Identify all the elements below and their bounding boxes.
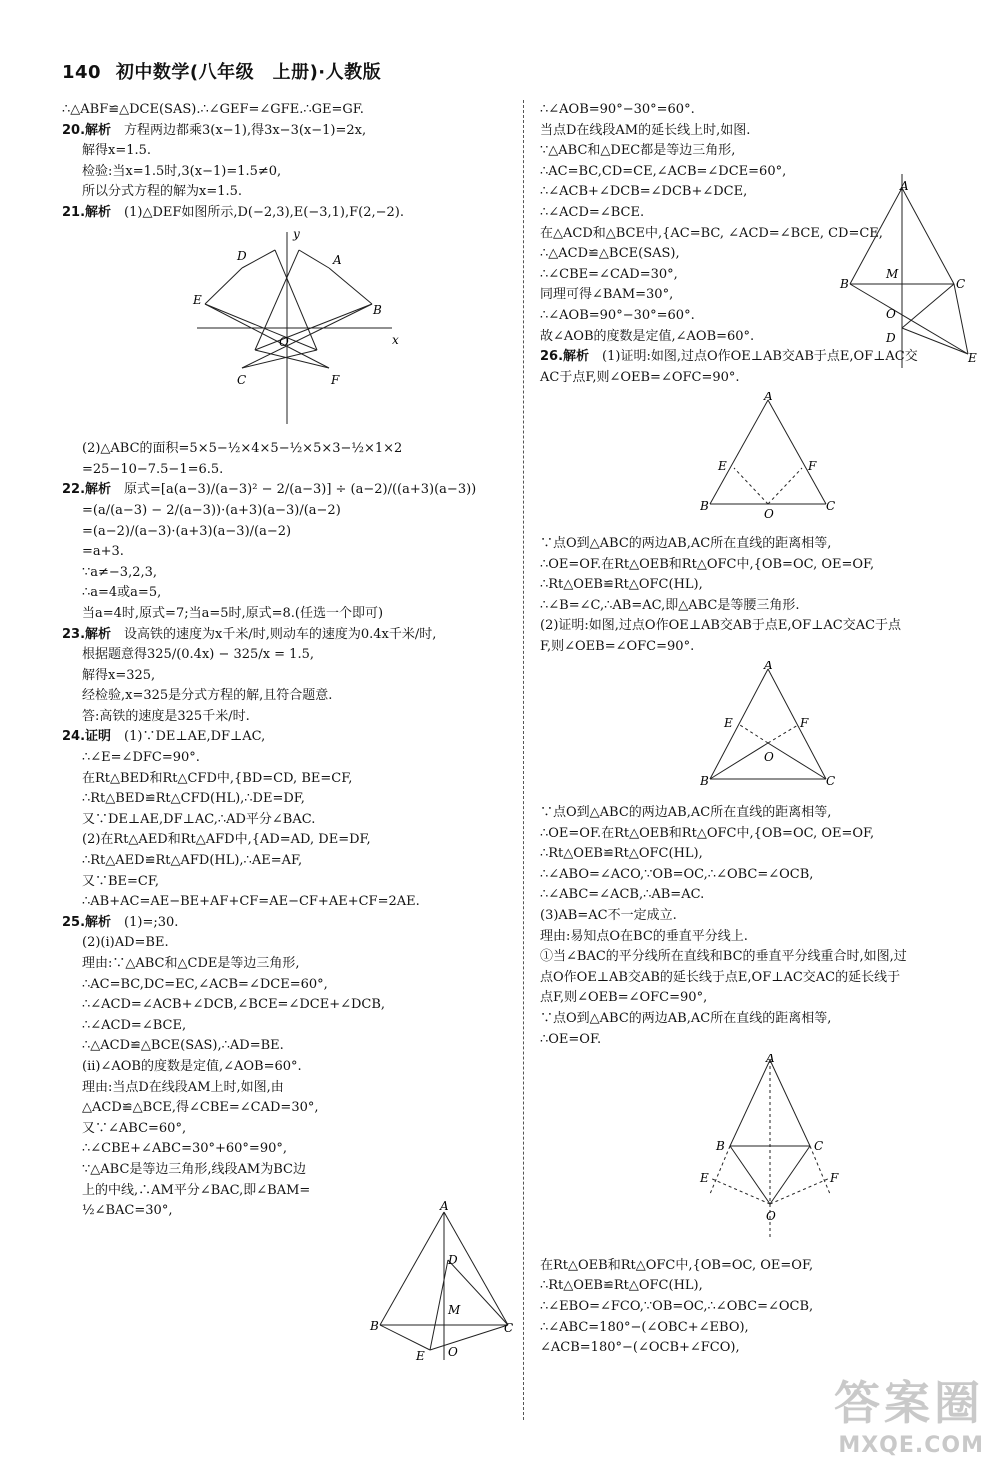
line-content: 根据题意得325/(0.4x) − 325/x = 1.5, (82, 647, 314, 663)
figure-tri1 (540, 392, 980, 530)
fig25b-label: B (840, 277, 849, 291)
text-line (62, 1016, 508, 1037)
text-line (62, 1160, 508, 1181)
text-line (62, 707, 508, 728)
text-line (62, 1036, 508, 1057)
tri1-label: E (718, 459, 727, 474)
line-content: (1)证明:如图,过点O作OE⊥AB交AB于点E,OF⊥AC交 (589, 349, 918, 365)
coord-label: E (193, 292, 202, 307)
page-number: 140 (62, 62, 102, 83)
figure-25-d-on-am (368, 1200, 518, 1370)
fig25b-label: E (968, 351, 977, 365)
coord-label: B (373, 302, 382, 317)
text-line (540, 1276, 980, 1297)
line-content: 理由:∵△ABC和△CDE是等边三角形, (82, 956, 300, 971)
problem-number: 25.解析 (62, 914, 112, 930)
text-line (62, 851, 508, 872)
text-line (62, 141, 508, 162)
line-content: ∵△ABC和△DEC都是等边三角形, (540, 143, 736, 159)
line-content: ∴∠AOB=90°−30°=60°. (540, 307, 695, 323)
problem-number: 23.解析 (62, 626, 112, 642)
line-content: 又∵BE=CF, (82, 873, 160, 889)
tri3-label: F (830, 1171, 839, 1186)
line-content: 又∵DE⊥AE,DF⊥AC,∴AD平分∠BAC. (82, 811, 316, 827)
tri1-label: C (826, 499, 836, 514)
text-line (62, 686, 508, 707)
text-line (540, 1030, 980, 1051)
svg-tri3 (680, 1054, 880, 1244)
fig25a-label: A (440, 1200, 449, 1213)
text-line (540, 1256, 980, 1277)
line-content: =a+3. (82, 544, 124, 560)
line-content: ∴∠ABO=∠ACO,∵OB=OC,∴∠OBC=∠OCB, (540, 866, 814, 882)
figure-tri3 (540, 1054, 980, 1252)
line-content: 同理可得∠BAM=30°, (540, 287, 674, 303)
text-line (62, 162, 508, 183)
tri3-label: E (700, 1171, 709, 1186)
fig25b-label: O (886, 307, 896, 321)
svg-coord (187, 228, 407, 428)
tri3-label: A (766, 1054, 775, 1066)
text-line (62, 182, 508, 203)
text-line (540, 803, 980, 824)
line-content: 答:高铁的速度是325千米/时. (82, 708, 250, 724)
fig25b-label: C (956, 277, 966, 291)
line-content: ∴Rt△BED≌Rt△CFD(HL),∴DE=DF, (82, 791, 305, 807)
text-line (540, 121, 980, 142)
tri2-label: F (800, 716, 809, 731)
line-content: (2)在Rt△AED和Rt△AFD中,{AD=AD, DE=DF, (82, 832, 371, 848)
text-line (540, 575, 980, 596)
line-content: (ii)∠AOB的度数是定值,∠AOB=60°. (82, 1058, 302, 1074)
line-content: ∴Rt△OEB≌Rt△OFC(HL), (540, 1278, 703, 1294)
line-content: =25−10−7.5−1=6.5. (82, 461, 224, 477)
fig25b-label: A (900, 179, 909, 193)
coord-label: F (331, 372, 340, 387)
line-content: ∴∠EBO=∠FCO,∵OB=OC,∴∠OBC=∠OCB, (540, 1298, 814, 1314)
text-line (62, 625, 508, 646)
tri3-label: O (766, 1209, 776, 1224)
line-content: 故∠AOB的度数是定值,∠AOB=60°. (540, 328, 755, 344)
line-content: ∴∠CBE=∠CAD=30°, (540, 266, 678, 282)
text-line (540, 637, 980, 658)
fig25a-label: M (448, 1303, 461, 1317)
text-line (540, 906, 980, 927)
fig25a-label: C (504, 1321, 514, 1335)
line-content: =(a−2)/(a−3)·(a+3)(a−3)/(a−2) (82, 523, 292, 539)
line-content: ∴∠E=∠DFC=90°. (82, 750, 200, 766)
line-content: 理由:当点D在线段AM上时,如图,由 (82, 1079, 284, 1095)
tri2-label: E (724, 716, 733, 731)
text-line (62, 480, 508, 501)
watermark-text: 答案圈 (834, 1376, 984, 1430)
tri3-label: B (716, 1139, 725, 1154)
fig25a-label: E (416, 1349, 425, 1363)
line-content: ∴△ACD≌△BCE(SAS),∴AD=BE. (82, 1038, 284, 1054)
line-content: 经检验,x=325是分式方程的解,且符合题意. (82, 688, 333, 704)
book-title: 初中数学(八年级 上册)·人教版 (115, 62, 382, 83)
problem-number: 24.证明 (62, 729, 112, 745)
line-content: (1)=;30. (111, 914, 179, 930)
line-content: ∴∠ACD=∠ACB+∠DCB,∠BCE=∠DCE+∠DCB, (82, 997, 386, 1013)
line-content: ∴OE=OF.在Rt△OEB和Rt△OFC中,{OB=OC, OE=OF, (540, 556, 875, 572)
coord-label: C (237, 372, 247, 387)
text-line (62, 100, 508, 121)
text-line (540, 596, 980, 617)
text-line (62, 954, 508, 975)
coord-label: A (333, 252, 342, 267)
line-content: 上的中线,∴AM平分∠BAC,即∠BAM= (82, 1182, 311, 1198)
text-line (62, 830, 508, 851)
text-line (62, 913, 508, 934)
line-content: 解得x=1.5. (82, 143, 152, 159)
text-line (62, 583, 508, 604)
line-content: ①当∠BAC的平分线所在直线和BC的垂直平分线重合时,如图,过 (540, 949, 907, 965)
tri3-label: C (814, 1139, 824, 1154)
tri2-label: A (764, 661, 773, 673)
figure-coord (62, 228, 508, 436)
problem-number: 22.解析 (62, 482, 112, 498)
line-content: 在Rt△OEB和Rt△OFC中,{OB=OC, OE=OF, (540, 1257, 814, 1273)
coord-label: y (293, 227, 300, 241)
line-content: ∴∠ACD=∠BCE. (540, 204, 645, 220)
line-content: ∴Rt△OEB≌Rt△OFC(HL), (540, 846, 703, 862)
text-line (62, 121, 508, 142)
watermark-url: MXQE.COM (838, 1433, 984, 1458)
line-content: ∴Rt△AED≌Rt△AFD(HL),∴AE=AF, (82, 853, 303, 869)
line-content: ∴Rt△OEB≌Rt△OFC(HL), (540, 577, 703, 593)
tri2-label: O (764, 750, 774, 765)
line-content: (1)∵DE⊥AE,DF⊥AC, (111, 729, 266, 745)
text-line (62, 1078, 508, 1099)
tri1-label: O (764, 507, 774, 522)
line-content: 点F,则∠OEB=∠OFC=90°, (540, 990, 708, 1006)
line-content: ∵a≠−3,2,3, (82, 564, 158, 580)
fig25a-label: B (370, 1319, 379, 1333)
figure-tri2 (540, 661, 980, 799)
line-content: ∴AC=BC,CD=CE,∠ACB=∠DCE=60°, (540, 163, 787, 179)
line-content: 原式=[a(a−3)/(a−3)² − 2/(a−3)] ÷ (a−2)/((a+3)(a−3)) (111, 482, 477, 498)
line-content: ∠ACB=180°−(∠OCB+∠FCO), (540, 1340, 740, 1356)
line-content: =(a/(a−3) − 2/(a−3))·(a+3)(a−3)/(a−2) (82, 502, 341, 518)
text-line (62, 604, 508, 625)
line-content: ∵点O到△ABC的两边AB,AC所在直线的距离相等, (540, 1011, 832, 1026)
fig25b-label: M (886, 267, 899, 281)
text-line (62, 666, 508, 687)
left-column (62, 100, 508, 1222)
text-line (540, 1009, 980, 1030)
line-content: 检验:当x=1.5时,3(x−1)=1.5≠0, (82, 163, 282, 179)
problem-number: 21.解析 (62, 204, 112, 220)
text-line (540, 616, 980, 637)
line-content: ∴∠ACD=∠BCE, (82, 1017, 187, 1033)
text-line (540, 824, 980, 845)
text-line (540, 1297, 980, 1318)
line-content: 所以分式方程的解为x=1.5. (82, 184, 243, 200)
line-content: ½∠BAC=30°, (82, 1203, 173, 1219)
line-content: 当a=4时,原式=7;当a=5时,原式=8.(任选一个即可) (82, 605, 384, 621)
line-content: 又∵∠ABC=60°, (82, 1120, 187, 1136)
tri2-label: C (826, 774, 836, 789)
line-content: ∴△ACD≌△BCE(SAS), (540, 246, 680, 262)
text-line (540, 988, 980, 1009)
text-line (62, 789, 508, 810)
text-line (62, 810, 508, 831)
coord-label: D (237, 248, 247, 263)
text-line (62, 439, 508, 460)
tri1-label: F (808, 459, 817, 474)
text-line (62, 1181, 508, 1202)
line-content: ∴AC=BC,DC=EC,∠ACB=∠DCE=60°, (82, 976, 328, 992)
text-line (540, 865, 980, 886)
text-line (62, 563, 508, 584)
line-content: ∴∠ABC=∠ACB,∴AB=AC. (540, 887, 705, 903)
line-content: ∴∠ACB+∠DCB=∠DCB+∠DCE, (540, 184, 748, 200)
text-line (62, 975, 508, 996)
text-line (540, 844, 980, 865)
line-content: (3)AB=AC不一定成立. (540, 908, 677, 924)
line-content: △ACD≌△BCE,得∠CBE=∠CAD=30°, (82, 1100, 319, 1116)
text-line (62, 748, 508, 769)
figure-25-d-on-extension (836, 170, 986, 370)
text-line (62, 522, 508, 543)
line-content: ∴a=4或a=5, (82, 585, 162, 601)
line-content: ∴AB+AC=AE−BE+AF+CF=AE−CF+AE+CF=2AE. (82, 894, 420, 910)
problem-number: 26.解析 (540, 349, 590, 365)
text-line (62, 542, 508, 563)
line-content: ∴OE=OF.在Rt△OEB和Rt△OFC中,{OB=OC, OE=OF, (540, 825, 875, 841)
line-content: 方程两边都乘3(x−1),得3x−3(x−1)=2x, (111, 122, 367, 138)
line-content: ∵点O到△ABC的两边AB,AC所在直线的距离相等, (540, 805, 832, 821)
text-line (62, 501, 508, 522)
line-content: ∴∠ABC=180°−(∠OBC+∠EBO), (540, 1319, 749, 1335)
line-content: 设高铁的速度为x千米/时,则动车的速度为0.4x千米/时, (111, 626, 437, 642)
text-line (540, 1318, 980, 1339)
text-line (62, 1098, 508, 1119)
text-line (540, 885, 980, 906)
problem-number: 20.解析 (62, 122, 112, 138)
line-content: 在Rt△BED和Rt△CFD中,{BD=CD, BE=CF, (82, 770, 353, 786)
text-line (540, 927, 980, 948)
line-content: ∵△ABC是等边三角形,线段AM为BC边 (82, 1161, 306, 1177)
line-content: ∴∠CBE+∠ABC=30°+60°=90°, (82, 1141, 288, 1157)
text-line (62, 1139, 508, 1160)
text-line (540, 100, 980, 121)
text-line (62, 727, 508, 748)
coord-label: x (392, 332, 399, 347)
line-content: (2)(i)AD=BE. (82, 935, 169, 951)
line-content: ∴△ABF≌△DCE(SAS).∴∠GEF=∠GFE.∴GE=GF. (62, 102, 364, 117)
text-line (62, 203, 508, 224)
text-line (540, 534, 980, 555)
line-content: 理由:易知点O在BC的垂直平分线上. (540, 928, 748, 944)
line-content: (2)证明:如图,过点O作OE⊥AB交AB于点E,OF⊥AC交AC于点 (540, 618, 902, 634)
svg-tri2 (700, 661, 880, 791)
fig25b-label: D (886, 331, 896, 345)
text-line (62, 933, 508, 954)
tri1-label: B (700, 499, 709, 514)
line-content: 当点D在线段AM的延长线上时,如图. (540, 122, 751, 138)
line-content: ∴∠AOB=90°−30°=60°. (540, 102, 695, 117)
text-line (62, 645, 508, 666)
line-content: AC于点F,则∠OEB=∠OFC=90°. (540, 369, 740, 385)
text-line (540, 368, 980, 389)
text-line (540, 555, 980, 576)
text-line (62, 769, 508, 790)
fig25a-label: O (448, 1345, 458, 1359)
column-divider (523, 100, 524, 1420)
text-line (540, 141, 980, 162)
line-content: F,则∠OEB=∠OFC=90°. (540, 638, 695, 654)
line-content: 解得x=325, (82, 667, 156, 683)
line-content: (2)△ABC的面积=5×5−½×4×5−½×5×3−½×1×2 (82, 441, 403, 457)
text-line (62, 1057, 508, 1078)
line-content: ∵点O到△ABC的两边AB,AC所在直线的距离相等, (540, 535, 832, 551)
line-content: ∴∠B=∠C,∴AB=AC,即△ABC是等腰三角形. (540, 597, 800, 613)
tri2-label: B (700, 774, 709, 789)
text-line (62, 1119, 508, 1140)
svg-tri1 (700, 392, 880, 522)
text-line (62, 995, 508, 1016)
fig25a-label: D (448, 1253, 458, 1267)
text-line (62, 892, 508, 913)
watermark (834, 1367, 984, 1458)
tri1-label: A (764, 392, 773, 404)
line-content: 在△ACD和△BCE中,{AC=BC, ∠ACD=∠BCE, CD=CE, (540, 225, 883, 241)
page-header (62, 58, 381, 84)
text-line (540, 947, 980, 968)
line-content: 点O作OE⊥AB交AB的延长线于点E,OF⊥AC交AC的延长线于 (540, 969, 901, 985)
text-line (62, 872, 508, 893)
text-line (540, 968, 980, 989)
line-content: (1)△DEF如图所示,D(−2,3),E(−3,1),F(2,−2). (111, 204, 404, 220)
coord-label: O (279, 334, 289, 349)
text-line (540, 1338, 980, 1359)
text-line (62, 460, 508, 481)
line-content: ∴OE=OF. (540, 1031, 602, 1047)
